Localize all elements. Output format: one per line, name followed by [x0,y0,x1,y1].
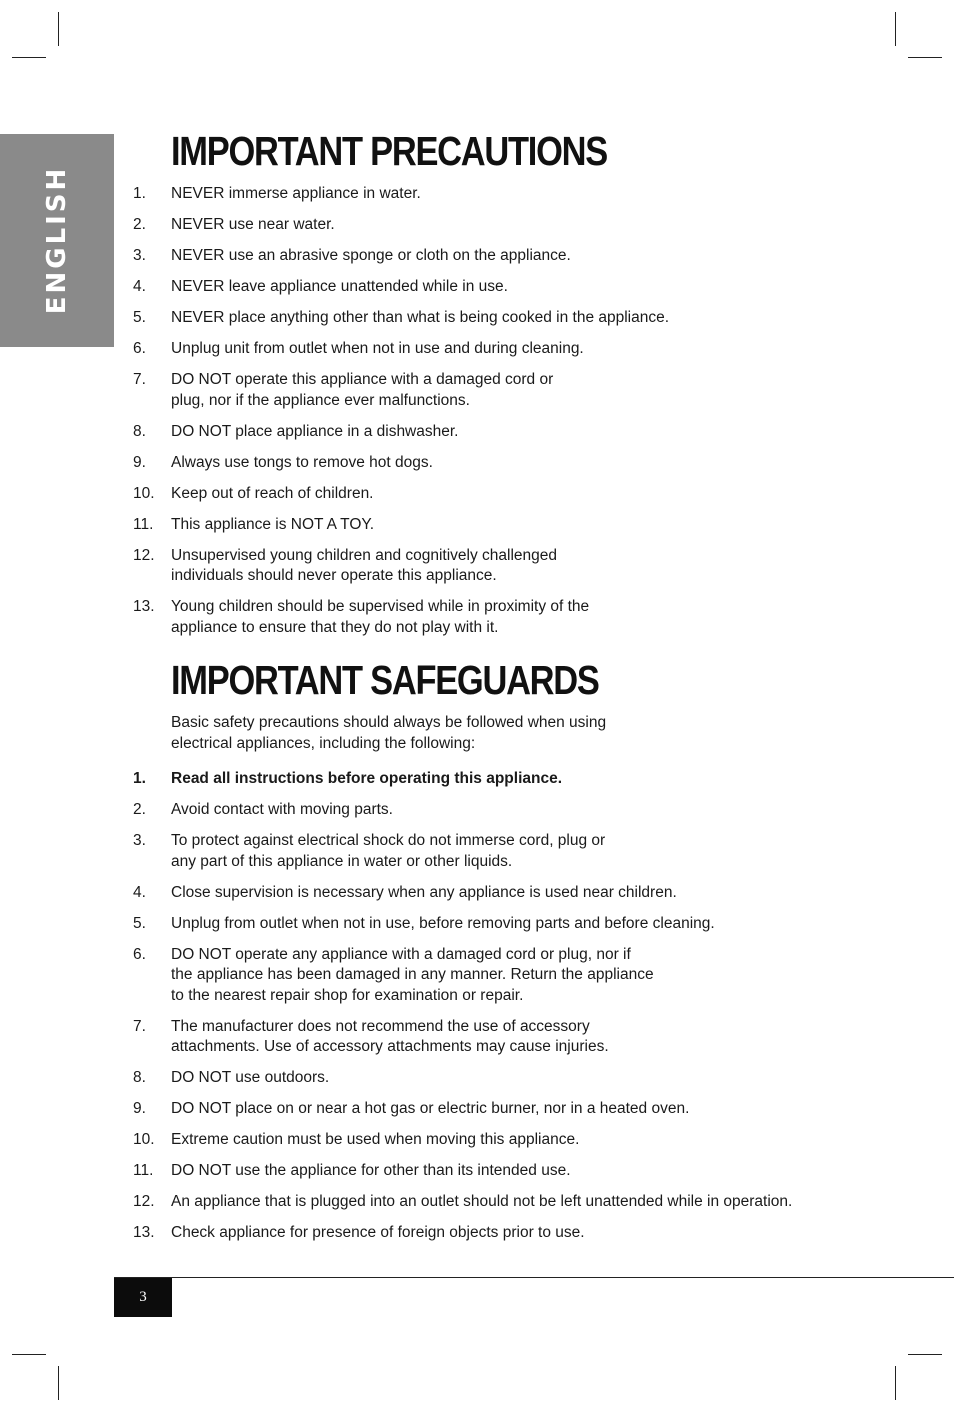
item-number: 13. [133,1224,155,1241]
language-tab-label: ENGLISH [42,165,72,315]
list-item [0,422,954,443]
list-item [0,1068,954,1089]
crop-mark [908,57,942,58]
item-text: individuals should never operate this appliance. [171,567,497,584]
item-number: 3. [133,247,146,264]
crop-mark [58,1366,59,1400]
list-item [0,546,954,587]
item-text: to the nearest repair shop for examination or repair. [171,986,524,1004]
item-text: NEVER use near water. [171,216,335,233]
item-number: 5. [133,914,146,932]
precautions-list [0,184,954,649]
item-number: 4. [133,883,146,901]
list-item [0,1099,954,1120]
item-text: DO NOT operate this appliance with a damaged cord or [171,371,554,388]
list-item [0,484,954,505]
list-item [0,515,954,536]
list-item [0,277,954,298]
item-number: 8. [133,422,146,440]
list-item [0,914,954,935]
item-text: To protect against electrical shock do not immerse cord, plug or [171,832,606,849]
list-item [0,246,954,267]
item-number: 5. [133,309,146,326]
item-number: 13. [133,598,155,615]
item-text: DO NOT place on or near a hot gas or electric burner, nor in a heated oven. [171,1100,690,1117]
safeguards-intro [171,713,651,754]
item-text: DO NOT use the appliance for other than its intended use. [171,1162,571,1179]
precautions-heading: IMPORTANT PRECAUTIONS [171,128,607,174]
list-item [0,597,954,638]
intro-line: Basic safety precautions should always be followed when using [171,714,607,731]
item-text: The manufacturer does not recommend the use of accessory [171,1017,590,1035]
item-number: 8. [133,1069,146,1086]
item-text: Read all instructions before operating this appliance. [171,770,563,787]
list-item [0,184,954,205]
list-item [0,945,954,1007]
item-text: NEVER immerse appliance in water. [171,185,421,202]
item-text: An appliance that is plugged into an outlet should not be left unattended while in operation. [171,1193,793,1210]
item-number: 1. [133,185,146,202]
item-text: DO NOT place appliance in a dishwasher. [171,422,459,440]
item-text: the appliance has been damaged in any manner. Return the appliance [171,966,654,983]
item-text: NEVER use an abrasive sponge or cloth on the appliance. [171,247,571,264]
item-text: appliance to ensure that they do not play with it. [171,618,499,636]
item-number: 3. [133,832,146,849]
item-number: 7. [133,1017,146,1035]
item-text: Young children should be supervised while in proximity of the [171,598,590,615]
list-item [0,831,954,872]
item-number: 12. [133,1193,155,1210]
list-item [0,800,954,821]
item-number: 4. [133,278,146,295]
item-number: 6. [133,945,146,963]
crop-mark [895,12,896,46]
list-item [0,215,954,236]
item-text: plug, nor if the appliance ever malfunctions. [171,391,470,409]
item-number: 10. [133,484,155,502]
list-item [0,769,954,790]
item-text: any part of this appliance in water or other liquids. [171,852,513,870]
item-text: Keep out of reach of children. [171,484,374,502]
list-item [0,1130,954,1151]
item-number: 12. [133,546,155,564]
page-number-text: 3 [139,1289,147,1305]
list-item [0,453,954,474]
item-text: DO NOT use outdoors. [171,1069,330,1086]
item-text: Close supervision is necessary when any appliance is used near children. [171,883,677,901]
list-item [0,370,954,411]
footer-rule [114,1277,954,1278]
item-number: 2. [133,216,146,233]
item-text: Unsupervised young children and cognitively challenged [171,546,558,564]
item-number: 7. [133,371,146,388]
item-number: 9. [133,453,146,471]
item-text: DO NOT operate any appliance with a damaged cord or plug, nor if [171,945,631,963]
item-text: Unplug unit from outlet when not in use and during cleaning. [171,340,584,357]
list-item [0,339,954,360]
item-text: Extreme caution must be used when moving this appliance. [171,1131,580,1148]
item-text: Always use tongs to remove hot dogs. [171,453,433,471]
item-text: attachments. Use of accessory attachments may cause injuries. [171,1038,609,1055]
item-number: 1. [133,770,146,787]
item-text: NEVER place anything other than what is being cooked in the appliance. [171,309,670,326]
list-item [0,1192,954,1213]
item-text: Check appliance for presence of foreign objects prior to use. [171,1224,585,1241]
item-text: NEVER leave appliance unattended while in use. [171,278,508,295]
item-number: 2. [133,801,146,818]
item-number: 11. [133,1162,154,1179]
item-text: Avoid contact with moving parts. [171,801,393,818]
item-text: Unplug from outlet when not in use, before removing parts and before cleaning. [171,914,715,932]
item-text: This appliance is NOT A TOY. [171,515,375,533]
item-number: 9. [133,1100,146,1117]
safeguards-list [0,769,954,1254]
safeguards-heading: IMPORTANT SAFEGUARDS [171,657,599,703]
page-number [114,1278,172,1317]
crop-mark [908,1354,942,1355]
item-number: 10. [133,1131,155,1148]
item-number: 11. [133,515,154,533]
list-item [0,1017,954,1058]
item-number: 6. [133,340,146,357]
crop-mark [12,1354,46,1355]
list-item [0,308,954,329]
crop-mark [895,1366,896,1400]
list-item [0,1161,954,1182]
list-item [0,883,954,904]
crop-mark [12,57,46,58]
list-item [0,1223,954,1244]
crop-mark [58,12,59,46]
intro-line: electrical appliances, including the following: [171,734,476,752]
